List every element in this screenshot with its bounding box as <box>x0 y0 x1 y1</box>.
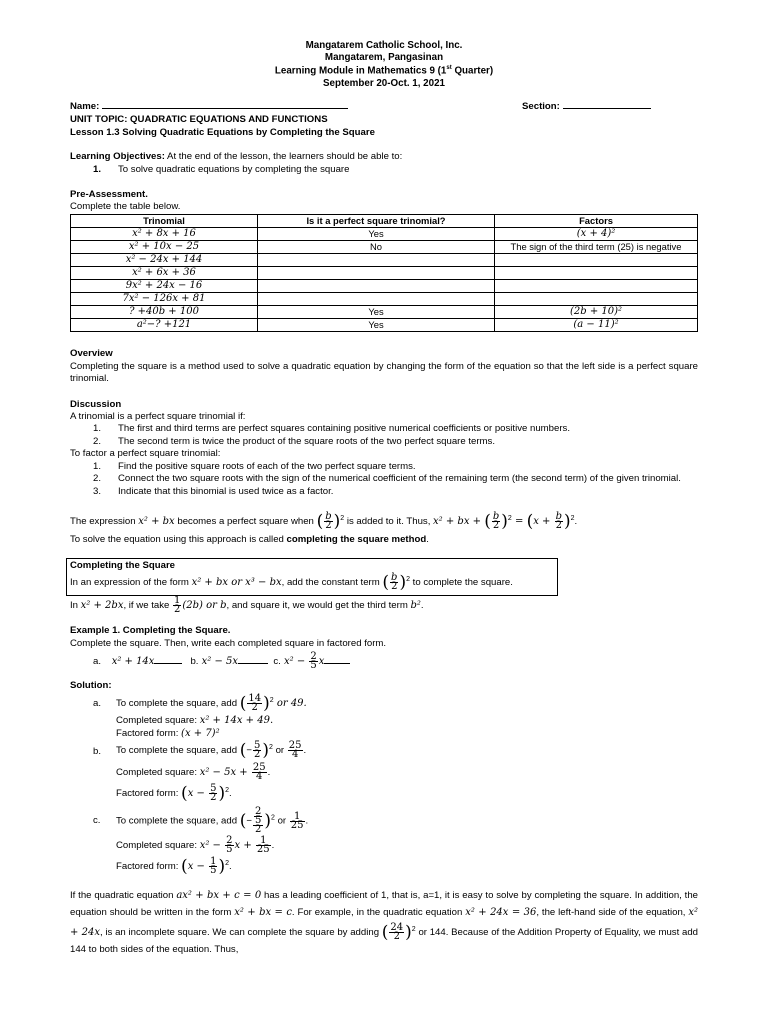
solution-b-label: b. <box>93 746 102 757</box>
table-row: a²−? +121 Yes (a − 11)² <box>71 319 698 332</box>
pre-assessment-instruction: Complete the table below. <box>70 201 181 212</box>
solution-b-factored: Factored form: (x − $\frac{5}{2}$ )$^2$. <box>116 783 232 804</box>
table-row: ? +40b + 100 Yes (2b + 10)² <box>71 306 698 319</box>
table-header-row <box>71 215 698 228</box>
solution-a-factored: Factored form: (x + 7)² <box>116 728 220 739</box>
factor-intro: To factor a perfect square trinomial: <box>70 448 221 459</box>
box-text: In an expression of the form x² + bx or x³ − bx, add the constant term ( $\frac{b}{2}$ )$^2$ to complete the square. <box>70 572 513 593</box>
third-term-sentence: In x² + 2bx, if we take $\frac{1}{2}$ (2b) or b, and square it, we would get the third term b². <box>70 595 424 615</box>
discussion-intro: A trinomial is a perfect square trinomial if: <box>70 411 246 422</box>
method-sentence: To solve the equation using this approach is called completing the square method. <box>70 534 429 545</box>
school-name: Mangatarem Catholic School, Inc. <box>305 40 463 51</box>
objective-number: 1. <box>93 164 102 175</box>
solution-b-add: To complete the square, add (− $\frac{5}{2}$ )$^2$ or $\frac{25}{4}$ . <box>116 740 307 761</box>
solution-c-completed: Completed square: x² − $\frac{2}{5}$ x + $\frac{1}{25}$ . <box>116 835 275 855</box>
pre-assessment-table <box>70 214 698 332</box>
example-heading: Example 1. Completing the Square. <box>70 625 231 636</box>
lesson-title: Lesson 1.3 Solving Quadratic Equations by Completing the Square <box>70 127 375 138</box>
module-title: Learning Module in Mathematics 9 (1st Quarter) <box>274 65 494 77</box>
unit-topic: UNIT TOPIC: QUADRATIC EQUATIONS AND FUNCTIONS <box>70 114 328 125</box>
example-items: a. x² + 14x b. x² − 5x c. x² − $\frac{2}{5}$ x <box>93 653 350 670</box>
section-field: Section: <box>522 101 651 113</box>
condition-number: 1. <box>93 423 102 434</box>
table-row: x² − 24x + 144 <box>71 254 698 267</box>
name-field: Name: <box>70 101 348 113</box>
condition-item: The first and third terms are perfect squares containing positive numerical coefficients or positive numbers. <box>118 423 571 434</box>
table-row: x² + 8x + 16 Yes (x + 4)² <box>71 228 698 241</box>
solution-c-label: c. <box>93 815 101 826</box>
overview-heading: Overview <box>70 348 113 359</box>
solution-a-label: a. <box>93 698 102 709</box>
box-title: Completing the Square <box>70 560 176 571</box>
table-row: 7x² − 126x + 81 <box>71 293 698 306</box>
solution-c-factored: Factored form: (x − $\frac{1}{5}$ )$^2$. <box>116 856 232 877</box>
step-item: Connect the two square roots with the sign of the numerical coefficient of the remaining term (the second term) of the given trinomial. <box>118 473 681 484</box>
example-instruction: Complete the square. Then, write each completed square in factored form. <box>70 638 387 649</box>
discussion-heading: Discussion <box>70 399 122 410</box>
table-row: x² + 6x + 36 <box>71 267 698 280</box>
step-item: Find the positive square roots of each of the two perfect square terms. <box>118 461 416 472</box>
table-row: 9x² + 24x − 16 <box>71 280 698 293</box>
step-number: 2. <box>93 473 102 484</box>
solution-heading: Solution: <box>70 680 112 691</box>
condition-item: The second term is twice the product of the square roots of the two perfect square terms. <box>118 436 496 447</box>
step-number: 3. <box>93 486 102 497</box>
objective-item: To solve quadratic equations by completing the square <box>118 164 350 175</box>
step-number: 1. <box>93 461 102 472</box>
col-trinomial: Trinomial <box>71 215 258 228</box>
overview-text: Completing the square is a method used to solve a quadratic equation by changing the form of the equation so that the left side is a perfect square trinomial. <box>70 361 698 384</box>
col-factors: Factors <box>495 215 698 228</box>
solution-a-completed: Completed square: x² + 14x + 49. <box>116 715 274 726</box>
solution-a-add: To complete the square, add ( $\frac{14}{2}$ )$^2$ or 49. <box>116 693 307 714</box>
pre-assessment-heading: Pre-Assessment. <box>70 189 148 200</box>
module-date: September 20-Oct. 1, 2021 <box>323 78 445 89</box>
step-item: Indicate that this binomial is used twice as a factor. <box>118 486 334 497</box>
school-location: Mangatarem, Pangasinan <box>324 52 444 63</box>
col-perfect-square: Is it a perfect square trinomial? <box>258 215 495 228</box>
solution-b-completed: Completed square: x² − 5x + $\frac{25}{4}$ . <box>116 762 271 782</box>
perfect-square-expression: The expression x² + bx becomes a perfect square when ( $\frac{b}{2}$ )$^2$ is added to it. Thus, x² + bx + ( $\frac{b}{2}$ )$^2$ = (x + $\frac{b}{2}$ )$^2$. <box>70 511 578 532</box>
final-paragraph: If the quadratic equation ax² + bx + c = 0 has a leading coefficient of 1, that is, a=1, it is easy to solve by completing the square. In addition, the equation should be written in the form x² + bx = c. For example, in the quadratic equation x² + 24x = 36, the left-hand side of the equation, x² + 24x, is an incomplete square. We can complete the square by adding ( $\frac{24}{2}$ )$^2$ or 144. Because of the Addition Property of Equality, we must add 144 to both sides of the equation. Thus, <box>70 890 699 956</box>
condition-number: 2. <box>93 436 102 447</box>
solution-c-add: To complete the square, add (− $\frac{\frac{2}{5}}{2}$ )$^2$ or $\frac{1}{25}$ . <box>116 806 309 835</box>
table-row: x² + 10x − 25 No The sign of the third term (25) is negative <box>71 241 698 254</box>
objectives-intro: Learning Objectives: At the end of the lesson, the learners should be able to: <box>70 151 403 162</box>
